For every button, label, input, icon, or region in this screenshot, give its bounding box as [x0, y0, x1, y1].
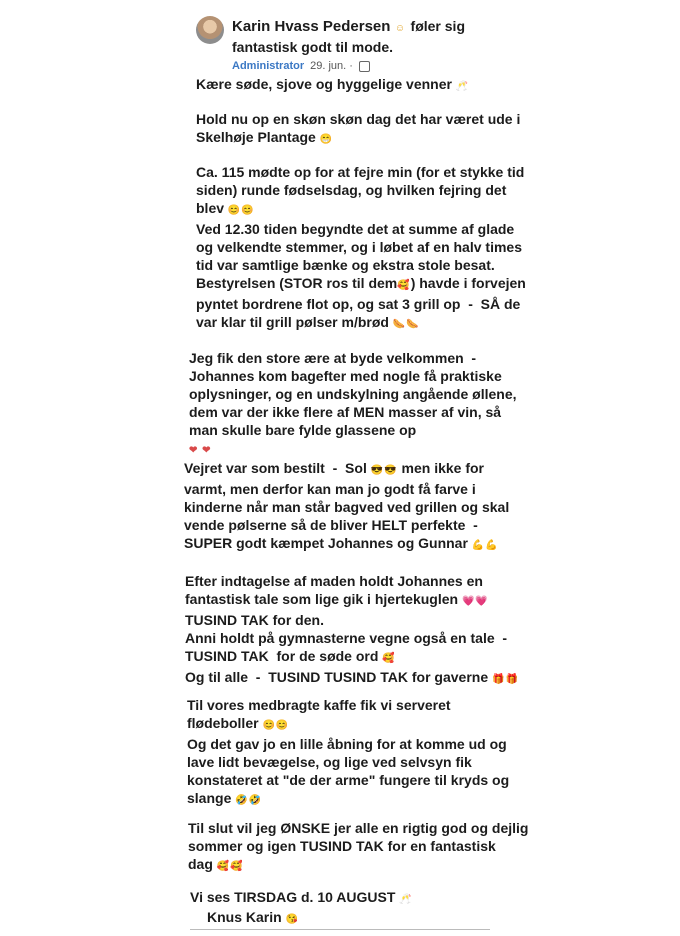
cheers-icon: 🥂	[455, 81, 470, 92]
text-line: vende pølserne så de bliver HELT perfekte -	[184, 517, 478, 533]
text-line: kinderne når man står bagved ved grillen og skal	[184, 499, 510, 515]
text-line: SUPER godt kæmpet Johannes og Gunnar	[184, 535, 468, 551]
text-line: dem var der ikke flere af MEN masser af vin, så	[189, 404, 502, 420]
blush-icon: 😊😊	[227, 205, 255, 216]
paragraph-welcome	[189, 349, 517, 460]
text-line: dag	[188, 856, 213, 872]
text-line: Anni holdt på gymnasterne vegne også en tale -	[185, 630, 508, 646]
avatar[interactable]	[196, 16, 224, 44]
gift-icon: 🎁🎁	[492, 674, 519, 685]
paragraph-see-you	[190, 888, 413, 909]
greeting-text: Kære søde, sjove og hyggelige venner	[196, 76, 452, 92]
text-line: flødeboller	[187, 715, 259, 731]
text-line: og velkendte stemmer, og i løbet af en halv times	[196, 239, 522, 255]
admin-badge[interactable]: Administrator	[232, 60, 305, 72]
text-line: Til slut vil jeg ØNSKE jer alle en rigtig god og dejlig	[188, 820, 529, 836]
grin-icon: 😁	[319, 134, 334, 145]
text-line: Knus Karin	[207, 909, 282, 925]
muscle-icon: 💪💪	[471, 540, 499, 551]
text-line: Johannes kom bagefter med nogle få praktiske	[189, 368, 502, 384]
paragraph-coffee	[187, 696, 509, 810]
hotdog-icon: 🌭🌭	[392, 319, 420, 330]
feeling-status: føler sig	[410, 18, 466, 34]
text-line: Vi ses TIRSDAG d. 10 AUGUST	[190, 889, 396, 905]
paragraph-wishes	[188, 819, 528, 876]
paragraph-speeches	[185, 572, 519, 689]
pink-hearts-icon: 💗💗	[461, 596, 489, 607]
hearts-icon: ❤ ❤	[189, 445, 212, 456]
post-header	[232, 17, 492, 72]
privacy-icon[interactable]	[359, 61, 370, 72]
text-line: Efter indtagelse af maden holdt Johannes en	[185, 573, 483, 589]
text-line: TUSIND TAK for den.	[185, 612, 324, 628]
feeling-emoji-icon: ☺	[394, 23, 407, 34]
text-line: Skelhøje Plantage	[196, 129, 316, 145]
text-line: Til vores medbragte kaffe fik vi serveret	[187, 697, 451, 713]
text-line: Jeg fik den store ære at byde velkommen -	[189, 350, 477, 366]
text-line: var klar til grill pølser m/brød	[196, 314, 389, 330]
text-line: fantastisk tale som lige gik i hjertekuglen	[185, 591, 459, 607]
text-line: Ca. 115 mødte op for at fejre min (for et stykke tid	[196, 164, 525, 180]
paragraph-intro	[196, 110, 520, 149]
laugh-icon: 🤣🤣	[235, 795, 263, 806]
text-line: konstateret at "de der arme" fungere til kryds og	[187, 772, 510, 788]
text-line: pyntet bordrene flot op, og sat 3 grill op - SÅ de	[196, 296, 521, 312]
text-line: sommer og igen TUSIND TAK for en fantastisk	[188, 838, 496, 854]
smile-icon: 😊😊	[262, 720, 290, 731]
text-line: varmt, men derfor kan man jo godt få farve i	[184, 481, 476, 497]
post-meta	[232, 60, 492, 72]
text-line: tid var samtlige bænke og ekstra stole besat.	[196, 257, 495, 273]
author-name[interactable]: Karin Hvass Pedersen	[232, 18, 391, 35]
text-line: man skulle bare fylde glassene op	[189, 422, 417, 438]
signature	[207, 908, 299, 929]
paragraph-weather	[184, 459, 509, 555]
paragraph-greeting	[196, 75, 469, 96]
text-line: slange	[187, 790, 232, 806]
text-line: Ved 12.30 tiden begyndte det at summe af glade	[196, 221, 515, 237]
text-line: oplysninger, og en undskylning angående øllene,	[189, 386, 517, 402]
sun-face-icon: 😎😎	[370, 465, 398, 476]
divider	[190, 929, 490, 930]
text-line: Og det gav jo en lille åbning for at komme ud og	[187, 736, 507, 752]
paragraph-celebration	[196, 163, 526, 334]
text-line: Bestyrelsen (STOR ros til dem	[196, 275, 398, 291]
post-date[interactable]: 29. jun. ·	[310, 60, 353, 72]
text-line: men ikke for	[401, 460, 485, 476]
text-line: siden) runde fødselsdag, og hvilken fejring det	[196, 182, 507, 198]
hearts-face-icon: 🥰	[397, 280, 411, 291]
text-line: lave lidt bevægelse, og lige ved selvsyn fik	[187, 754, 472, 770]
hearts-face-icon: 🥰	[382, 653, 396, 664]
text-line: ) havde i forvejen	[410, 275, 526, 291]
text-line: Og til alle - TUSIND TUSIND TAK for gaverne	[185, 669, 489, 685]
hearts-face-icon: 🥰🥰	[216, 861, 244, 872]
text-line: TUSIND TAK for de søde ord	[185, 648, 379, 664]
text-line: Hold nu op en skøn skøn dag det har været ude i	[196, 111, 521, 127]
cheers-icon: 🥂	[399, 894, 413, 905]
wink-icon: 😘	[285, 914, 300, 925]
text-line: Vejret var som bestilt - Sol	[184, 460, 367, 476]
feeling-status-continued: fantastisk godt til mode.	[232, 39, 394, 55]
text-line: blev	[196, 200, 225, 216]
